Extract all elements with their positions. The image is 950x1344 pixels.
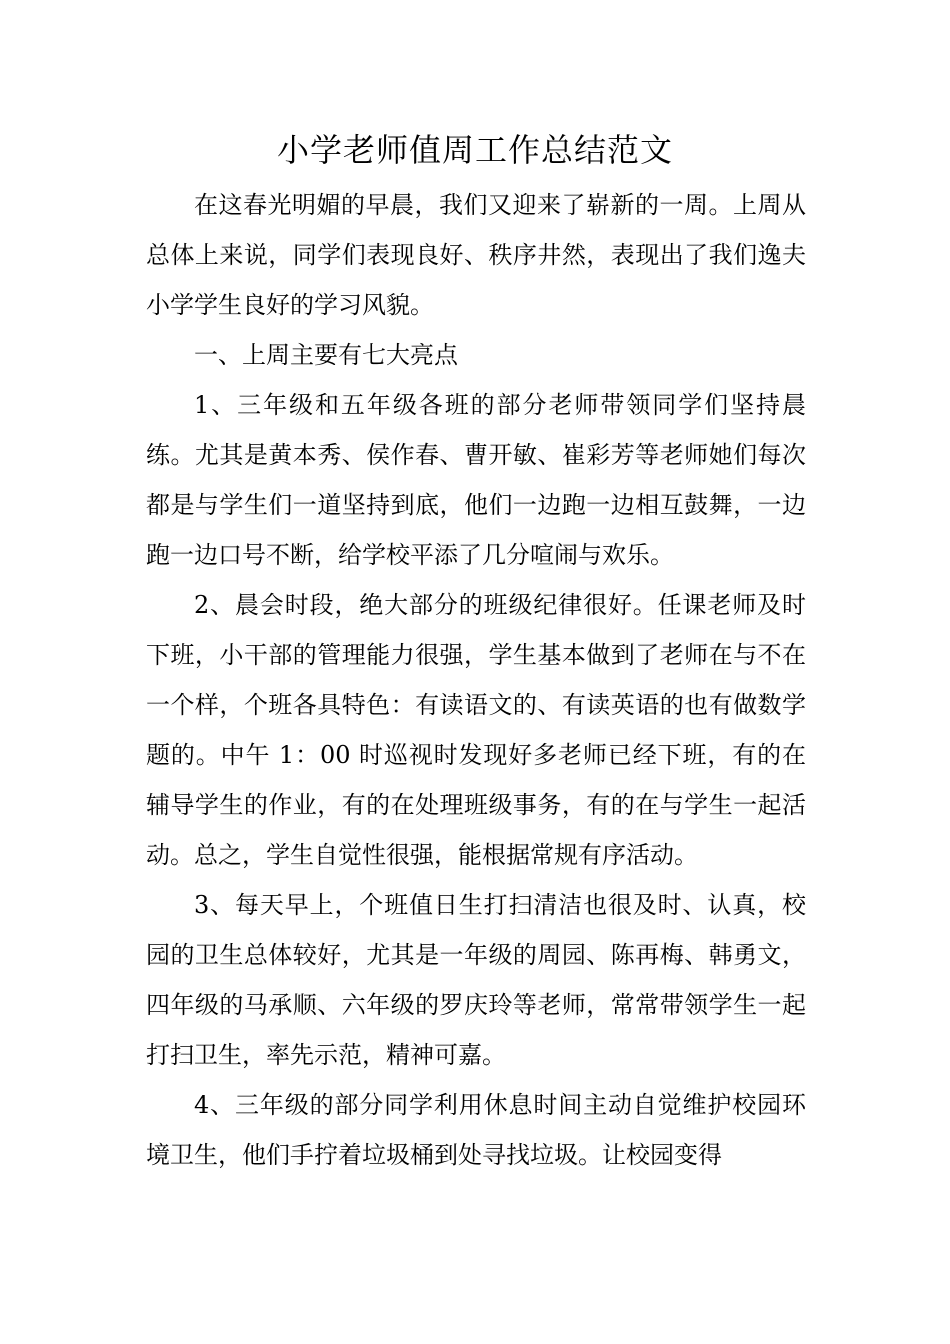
document-body (146, 180, 806, 1180)
document-title: 小学老师值周工作总结范文 (276, 131, 673, 169)
paragraph-heading-highlights: 一、上周主要有七大亮点 (194, 341, 458, 369)
paragraph-item-2: 2、晨会时段，绝大部分的班级纪律很好。任课老师及时下班，小干部的管理能力很强，学生基本做到了老师在与不在一个样，个班各具特色：有读语文的、有读英语的也有做数学题的。中午 1：00 时巡视时发现好多老师已经下班，有的在辅导学生的作业，有的在处理班级事务，有的在与学生一起活动。总之，学生自觉性很强，能根据常规有序活动。 (146, 591, 806, 869)
paragraph-item-4: 4、三年级的部分同学利用休息时间主动自觉维护校园环境卫生，他们手拧着垃圾桶到处寻找垃圾。让校园变得 (146, 1091, 806, 1169)
paragraph-item-3: 3、每天早上，个班值日生打扫清洁也很及时、认真，校园的卫生总体较好，尤其是一年级的周园、陈再梅、韩勇文，四年级的马承顺、六年级的罗庆玲等老师，常常带领学生一起打扫卫生，率先示范，精神可嘉。 (146, 891, 806, 1069)
paragraph-intro: 在这春光明媚的早晨，我们又迎来了崭新的一周。上周从总体上来说，同学们表现良好、秩序井然，表现出了我们逸夫小学学生良好的学习风貌。 (146, 191, 806, 319)
paragraph-item-1: 1、三年级和五年级各班的部分老师带领同学们坚持晨练。尤其是黄本秀、侯作春、曹开敏、崔彩芳等老师她们每次都是与学生们一道坚持到底，他们一边跑一边相互鼓舞，一边跑一边口号不断，给学校平添了几分喧闹与欢乐。 (146, 391, 806, 569)
